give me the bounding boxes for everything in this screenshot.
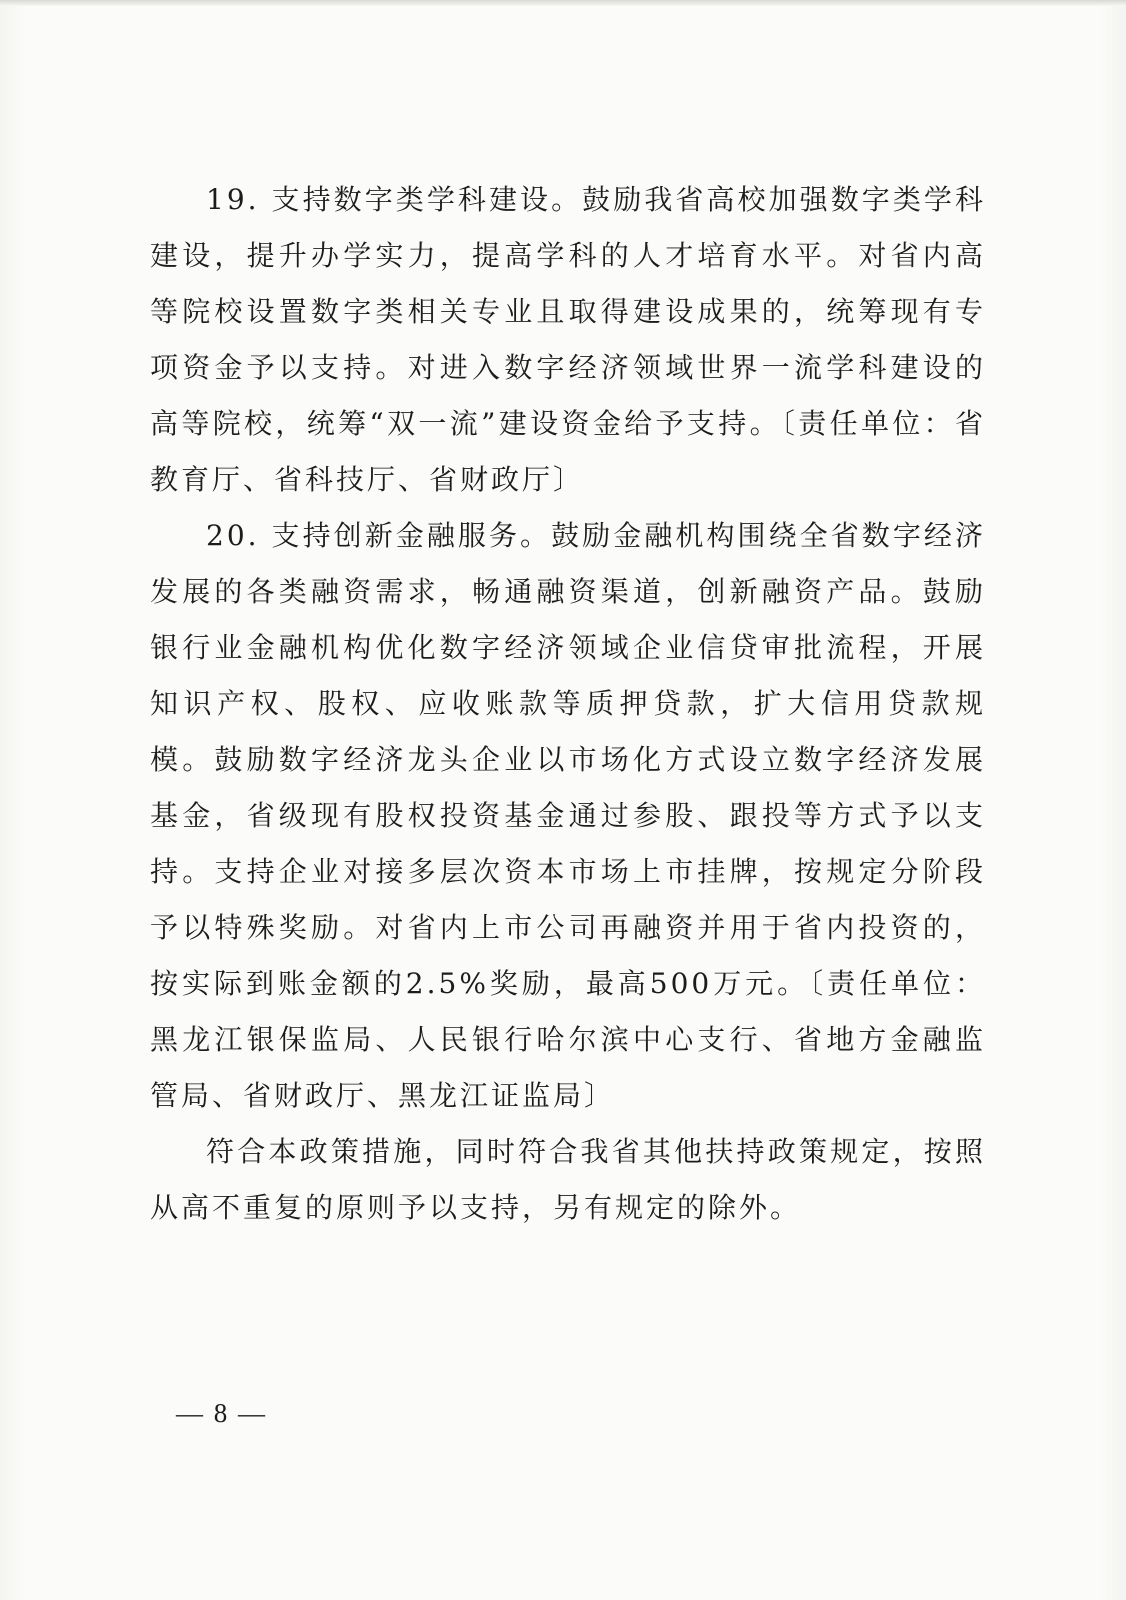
scan-edge <box>0 0 1126 6</box>
document-body <box>150 172 986 1236</box>
paragraph-20-financial-services: 20. 支持创新金融服务。鼓励金融机构围绕全省数字经济发展的各类融资需求，畅通融资渠道，创新融资产品。鼓励银行业金融机构优化数字经济领域企业信贷审批流程，开展知识产权、股权、应收账款等质押贷款，扩大信用贷款规模。鼓励数字经济龙头企业以市场化方式设立数字经济发展基金，省级现有股权投资基金通过参股、跟投等方式予以支持。支持企业对接多层次资本市场上市挂牌，按规定分阶段予以特殊奖励。对省内上市公司再融资并用于省内投资的，按实际到账金额的2.5%奖励，最高500万元。〔责任单位：黑龙江银保监局、人民银行哈尔滨中心支行、省地方金融监管局、省财政厅、黑龙江证监局〕 <box>150 519 986 1112</box>
paragraph-closing-note: 符合本政策措施，同时符合我省其他扶持政策规定，按照从高不重复的原则予以支持，另有规定的除外。 <box>150 1135 986 1224</box>
paragraph-19-digital-disciplines: 19. 支持数字类学科建设。鼓励我省高校加强数字类学科建设，提升办学实力，提高学科的人才培育水平。对省内高等院校设置数字类相关专业且取得建设成果的，统筹现有专项资金予以支持。对进入数字经济领域世界一流学科建设的高等院校，统筹“双一流”建设资金给予支持。〔责任单位：省教育厅、省科技厅、省财政厅〕 <box>150 183 986 496</box>
page-number: — 8 — <box>176 1398 267 1428</box>
